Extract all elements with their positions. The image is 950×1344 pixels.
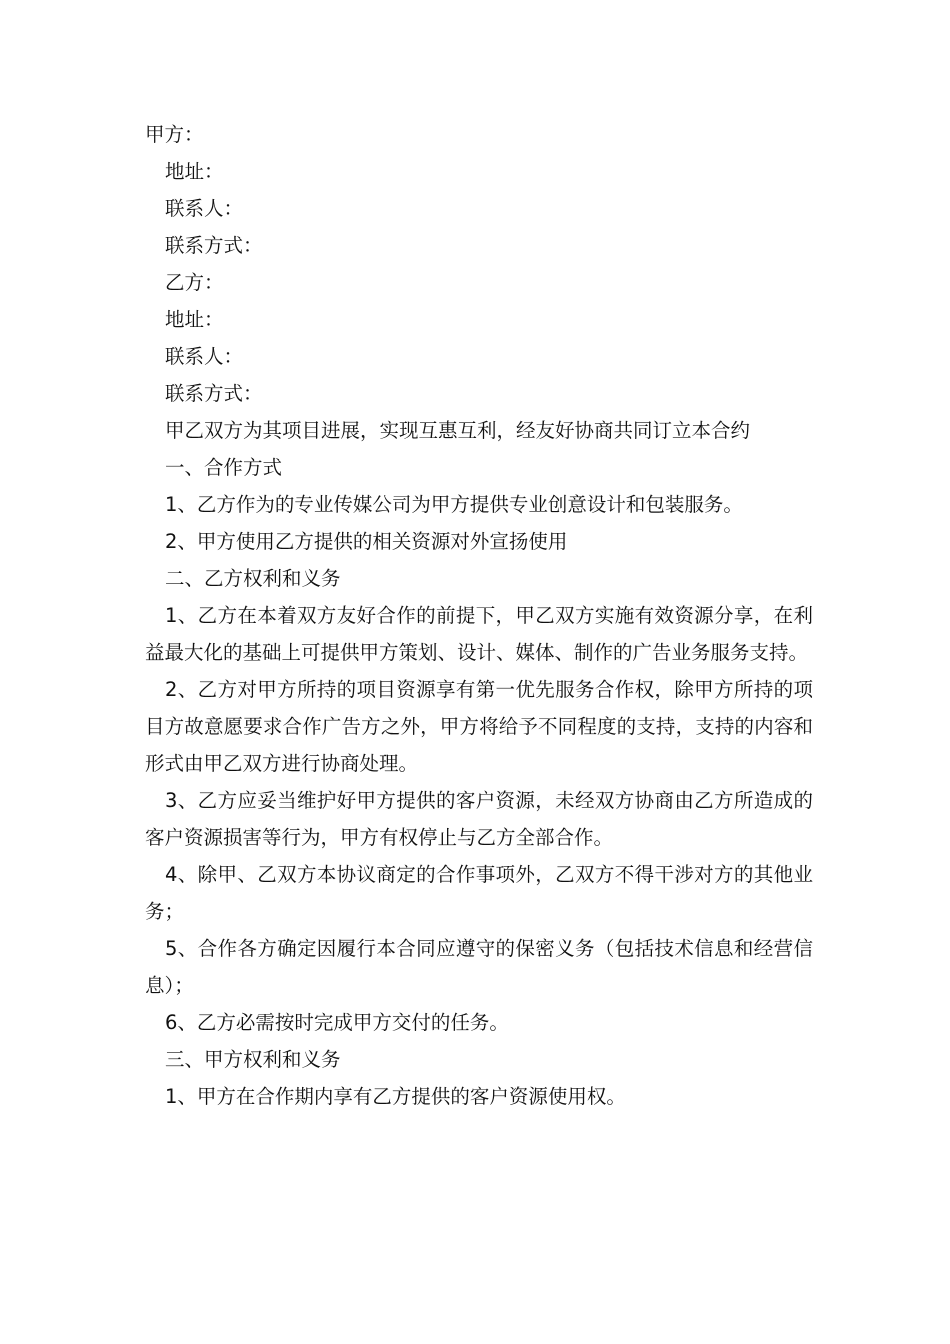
party-a-address: 地址： <box>165 160 224 183</box>
clause-item: 1、乙方作为的专业传媒公司为甲方提供专业创意设计和包装服务。 <box>165 493 743 516</box>
party-a-phone: 联系方式： <box>165 234 263 257</box>
party-b-contact: 联系人： <box>165 345 244 368</box>
clause-item: 1、乙方在本着双方友好合作的前提下，甲乙双方实施有效资源分享，在利益最大化的基础上可提供甲方策划、设计、媒体、制作的广告业务服务支持。 <box>145 604 813 664</box>
clause-item: 5、合作各方确定因履行本合同应遵守的保密义务（包括技术信息和经营信息）； <box>145 937 813 997</box>
clause-item: 3、乙方应妥当维护好甲方提供的客户资源，未经双方协商由乙方所造成的客户资源损害等行为，甲方有权停止与乙方全部合作。 <box>145 789 813 849</box>
clause-item: 4、除甲、乙双方本协议商定的合作事项外，乙双方不得干涉对方的其他业务； <box>145 863 813 923</box>
clause-item: 2、乙方对甲方所持的项目资源享有第一优先服务合作权，除甲方所持的项目方故意愿要求合作广告方之外，甲方将给予不同程度的支持，支持的内容和形式由甲乙双方进行协商处理。 <box>145 678 813 775</box>
clause-item: 2、甲方使用乙方提供的相关资源对外宣扬使用 <box>165 530 568 553</box>
clause-item: 1、甲方在合作期内享有乙方提供的客户资源使用权。 <box>165 1085 626 1108</box>
document-page <box>145 116 813 1115</box>
party-a-contact: 联系人： <box>165 197 244 220</box>
section-title: 一、合作方式 <box>165 456 283 479</box>
party-a-label: 甲方： <box>145 123 204 146</box>
section-title: 三、甲方权利和义务 <box>165 1048 341 1071</box>
party-b-label: 乙方： <box>165 271 224 294</box>
party-b-address: 地址： <box>165 308 224 331</box>
party-b-phone: 联系方式： <box>165 382 263 405</box>
intro-paragraph: 甲乙双方为其项目进展，实现互惠互利，经友好协商共同订立本合约 <box>165 419 751 442</box>
section-title: 二、乙方权利和义务 <box>165 567 341 590</box>
clause-item: 6、乙方必需按时完成甲方交付的任务。 <box>165 1011 509 1034</box>
